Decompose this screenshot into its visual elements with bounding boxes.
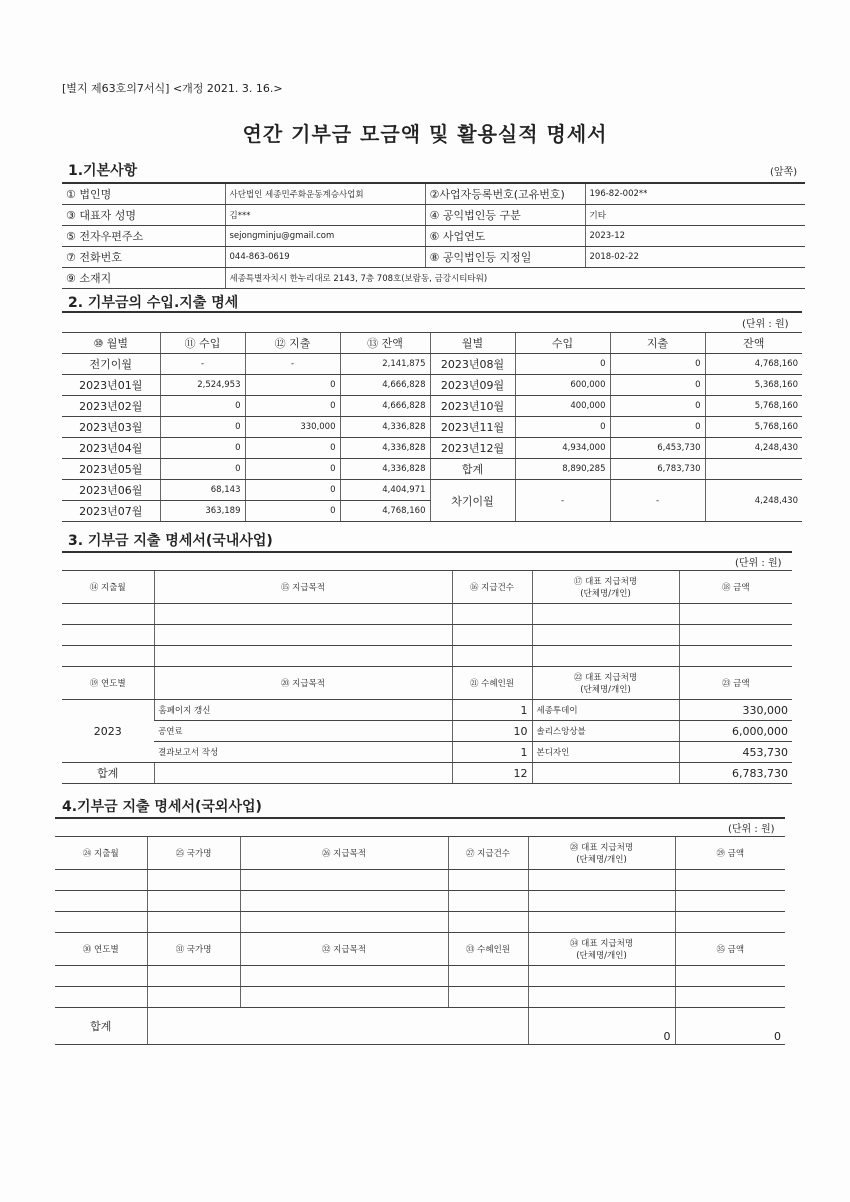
column-header: 수입 — [515, 333, 610, 354]
table-row — [55, 912, 785, 933]
amount-cell: 4,404,971 — [340, 480, 430, 501]
table-row — [62, 604, 792, 625]
empty-cell — [528, 912, 675, 933]
month-label: 2023년04월 — [62, 438, 160, 459]
amount-cell: 0 — [515, 417, 610, 438]
amount-cell: 0 — [610, 396, 705, 417]
total-label: 합계 — [55, 1008, 147, 1045]
empty-cell — [147, 870, 240, 891]
month-label: 2023년08월 — [430, 354, 515, 375]
field-value: 196-82-002** — [585, 183, 805, 205]
empty-cell — [675, 891, 785, 912]
empty-cell — [240, 966, 448, 987]
field-label: ⑦ 전화번호 — [62, 247, 225, 268]
field-label: ⑧ 공익법인등 지정일 — [425, 247, 585, 268]
month-label: 2023년11월 — [430, 417, 515, 438]
amount-cell: 0 — [245, 501, 340, 522]
table-row — [62, 721, 792, 742]
empty-cell — [675, 966, 785, 987]
amount-cell: 0 — [245, 480, 340, 501]
field-value: sejongminju@gmail.com — [225, 226, 425, 247]
table-row — [62, 375, 802, 396]
field-value: 기타 — [585, 205, 805, 226]
month-label: 전기이월 — [62, 354, 160, 375]
month-label: 2023년02월 — [62, 396, 160, 417]
empty-cell — [154, 625, 452, 646]
amount-cell: 330,000 — [679, 700, 792, 721]
amount-cell: 453,730 — [679, 742, 792, 763]
column-header: ⑩ 월별 — [62, 333, 160, 354]
empty-cell — [452, 646, 532, 667]
total-label: 합계 — [62, 763, 154, 784]
table-row — [55, 891, 785, 912]
empty-cell — [55, 891, 147, 912]
amount-cell: 0 — [245, 375, 340, 396]
column-header: ⑫ 지출 — [245, 333, 340, 354]
empty-cell — [528, 870, 675, 891]
purpose-cell: 결과보고서 작성 — [154, 742, 452, 763]
basic-info-table — [62, 182, 805, 289]
amount-cell: 600,000 — [515, 375, 610, 396]
column-header: ⑭ 지출월 — [62, 571, 154, 604]
column-header: ㉒ 대표 지급처명 (단체명/개인) — [532, 667, 679, 700]
amount-cell: 0 — [610, 375, 705, 396]
purpose-cell: 홈페이지 갱신 — [154, 700, 452, 721]
table-row — [62, 226, 805, 247]
amount-cell: 4,666,828 — [340, 396, 430, 417]
total-amount: 6,783,730 — [679, 763, 792, 784]
amount-cell: 5,768,160 — [705, 417, 802, 438]
empty-cell — [675, 870, 785, 891]
table-row — [62, 205, 805, 226]
empty-cell — [240, 912, 448, 933]
amount-cell: 363,189 — [160, 501, 245, 522]
empty-cell — [448, 912, 528, 933]
table-row — [62, 625, 792, 646]
column-header: ⑳ 지급목적 — [154, 667, 452, 700]
count-cell: 10 — [452, 721, 532, 742]
column-header: ⑲ 연도별 — [62, 667, 154, 700]
amount-cell: 4,336,828 — [340, 438, 430, 459]
column-header: ㉟ 금액 — [675, 933, 785, 966]
column-header: ⑬ 잔액 — [340, 333, 430, 354]
empty-cell — [528, 966, 675, 987]
column-header: ⑮ 지급목적 — [154, 571, 452, 604]
month-label: 합계 — [430, 459, 515, 480]
amount-cell: 68,143 — [160, 480, 245, 501]
column-header: ⑪ 수입 — [160, 333, 245, 354]
divider — [62, 311, 802, 313]
field-value: 2018-02-22 — [585, 247, 805, 268]
field-value: 사단법인 세종민주화운동계승사업회 — [225, 183, 425, 205]
amount-cell: 4,666,828 — [340, 375, 430, 396]
empty-cell — [679, 646, 792, 667]
total-row — [62, 763, 792, 784]
column-header: 지출 — [610, 333, 705, 354]
empty-cell — [240, 891, 448, 912]
column-header: ⑰ 대표 지급처명 (단체명/개인) — [532, 571, 679, 604]
table-row — [62, 354, 802, 375]
empty-cell — [154, 646, 452, 667]
column-header: ㉛ 국가명 — [147, 933, 240, 966]
empty-cell — [679, 625, 792, 646]
count-cell: 1 — [452, 742, 532, 763]
amount-cell: - — [610, 480, 705, 522]
amount-cell: 8,890,285 — [515, 459, 610, 480]
table-row — [62, 480, 802, 501]
column-header: ㉘ 대표 지급처명 (단체명/개인) — [528, 837, 675, 870]
section4-title: 4.기부금 지출 명세서(국외사업) — [62, 799, 262, 815]
field-label: ⑨ 소재지 — [62, 268, 225, 289]
amount-cell: 4,768,160 — [705, 354, 802, 375]
amount-cell: 6,000,000 — [679, 721, 792, 742]
amount-cell: 0 — [610, 354, 705, 375]
table-row — [55, 870, 785, 891]
empty-cell — [62, 625, 154, 646]
field-value: 044-863-0619 — [225, 247, 425, 268]
column-header: ㉔ 지출월 — [55, 837, 147, 870]
table-row — [55, 987, 785, 1008]
table-row — [62, 459, 802, 480]
amount-cell: 5,768,160 — [705, 396, 802, 417]
income-expense-table — [62, 332, 802, 522]
front-label: (앞쪽) — [770, 167, 798, 178]
empty-cell — [147, 987, 240, 1008]
empty-cell — [532, 763, 679, 784]
amount-cell: 330,000 — [245, 417, 340, 438]
column-header: ㉖ 지급목적 — [240, 837, 448, 870]
section3-title: 3. 기부금 지출 명세서(국내사업) — [68, 533, 273, 549]
amount-cell: 0 — [160, 459, 245, 480]
column-header: ㉕ 국가명 — [147, 837, 240, 870]
empty-cell — [147, 1008, 528, 1045]
amount-cell: 2,141,875 — [340, 354, 430, 375]
column-header: ㉚ 연도별 — [55, 933, 147, 966]
overseas-expense-table — [55, 836, 785, 1045]
empty-cell — [528, 987, 675, 1008]
amount-cell: 4,336,828 — [340, 459, 430, 480]
table-row — [62, 700, 792, 721]
field-label: ②사업자등록번호(고유번호) — [425, 183, 585, 205]
payee-cell: 솔리스앙상블 — [532, 721, 679, 742]
table-row — [62, 247, 805, 268]
column-header: ㉑ 수혜인원 — [452, 667, 532, 700]
empty-cell — [675, 912, 785, 933]
domestic-expense-table — [62, 570, 792, 784]
amount-cell: 0 — [245, 459, 340, 480]
column-header: 월별 — [430, 333, 515, 354]
month-label: 2023년05월 — [62, 459, 160, 480]
month-label: 2023년12월 — [430, 438, 515, 459]
total-count: 0 — [528, 1008, 675, 1045]
amount-cell: 4,768,160 — [340, 501, 430, 522]
column-header: ㉙ 금액 — [675, 837, 785, 870]
amount-cell: 2,524,953 — [160, 375, 245, 396]
count-cell: 1 — [452, 700, 532, 721]
empty-cell — [448, 987, 528, 1008]
field-value: 2023-12 — [585, 226, 805, 247]
amount-cell: - — [245, 354, 340, 375]
empty-cell — [62, 604, 154, 625]
field-label: ⑥ 사업연도 — [425, 226, 585, 247]
amount-cell: 400,000 — [515, 396, 610, 417]
total-count: 12 — [452, 763, 532, 784]
empty-cell — [147, 912, 240, 933]
field-label: ④ 공익법인등 구분 — [425, 205, 585, 226]
empty-cell — [528, 891, 675, 912]
header-row — [62, 333, 802, 354]
divider — [62, 551, 792, 553]
month-label: 2023년03월 — [62, 417, 160, 438]
amount-cell: - — [160, 354, 245, 375]
unit-label: (단위 : 원) — [742, 319, 789, 330]
empty-cell — [448, 891, 528, 912]
column-header: ⑯ 지급건수 — [452, 571, 532, 604]
amount-cell: 4,248,430 — [705, 480, 802, 522]
header-row — [55, 933, 785, 966]
empty-cell — [448, 966, 528, 987]
empty-cell — [147, 966, 240, 987]
amount-cell: 0 — [245, 438, 340, 459]
month-label: 2023년01월 — [62, 375, 160, 396]
month-label: 2023년06월 — [62, 480, 160, 501]
empty-cell — [154, 604, 452, 625]
header-row — [55, 837, 785, 870]
amount-cell: 0 — [160, 438, 245, 459]
amount-cell: 6,783,730 — [610, 459, 705, 480]
amount-cell: 0 — [160, 396, 245, 417]
empty-cell — [62, 646, 154, 667]
empty-cell — [55, 870, 147, 891]
empty-cell — [675, 987, 785, 1008]
amount-cell: 4,934,000 — [515, 438, 610, 459]
header-row — [62, 667, 792, 700]
amount-cell: - — [515, 480, 610, 522]
field-value: 김*** — [225, 205, 425, 226]
amount-cell — [705, 459, 802, 480]
table-row — [62, 396, 802, 417]
amount-cell: 0 — [245, 396, 340, 417]
amount-cell: 0 — [515, 354, 610, 375]
empty-cell — [147, 891, 240, 912]
empty-cell — [240, 870, 448, 891]
empty-cell — [240, 987, 448, 1008]
empty-cell — [55, 966, 147, 987]
field-label: ⑤ 전자우편주소 — [62, 226, 225, 247]
empty-cell — [452, 604, 532, 625]
payee-cell: 본디자인 — [532, 742, 679, 763]
table-row — [62, 268, 805, 289]
empty-cell — [679, 604, 792, 625]
table-row — [62, 646, 792, 667]
empty-cell — [452, 625, 532, 646]
amount-cell: 4,248,430 — [705, 438, 802, 459]
total-amount: 0 — [675, 1008, 785, 1045]
field-value: 세종특별자치시 한누리대로 2143, 7층 708호(보람동, 금강시티타워) — [225, 268, 805, 289]
column-header: ㉝ 수혜인원 — [448, 933, 528, 966]
divider — [55, 817, 785, 819]
total-row — [55, 1008, 785, 1045]
empty-cell — [448, 870, 528, 891]
purpose-cell: 공연료 — [154, 721, 452, 742]
amount-cell: 0 — [610, 417, 705, 438]
unit-label: (단위 : 원) — [735, 558, 782, 569]
empty-cell — [532, 604, 679, 625]
unit-label: (단위 : 원) — [728, 824, 775, 835]
section1-title: 1.기본사항 — [68, 163, 138, 179]
table-row — [62, 183, 805, 205]
column-header: ㉗ 지급건수 — [448, 837, 528, 870]
table-row — [62, 438, 802, 459]
column-header: ㉓ 금액 — [679, 667, 792, 700]
field-label: ① 법인명 — [62, 183, 225, 205]
field-label: ③ 대표자 성명 — [62, 205, 225, 226]
column-header: 잔액 — [705, 333, 802, 354]
empty-cell — [55, 987, 147, 1008]
month-label: 2023년10월 — [430, 396, 515, 417]
year-cell: 2023 — [62, 700, 154, 763]
month-label: 2023년07월 — [62, 501, 160, 522]
month-label: 차기이월 — [430, 480, 515, 522]
amount-cell: 0 — [160, 417, 245, 438]
table-row — [62, 417, 802, 438]
column-header: ⑱ 금액 — [679, 571, 792, 604]
amount-cell: 4,336,828 — [340, 417, 430, 438]
month-label: 2023년09월 — [430, 375, 515, 396]
empty-cell — [532, 646, 679, 667]
header-row — [62, 571, 792, 604]
empty-cell — [154, 763, 452, 784]
amount-cell: 6,453,730 — [610, 438, 705, 459]
column-header: ㉜ 지급목적 — [240, 933, 448, 966]
document-title: 연간 기부금 모금액 및 활용실적 명세서 — [242, 122, 608, 146]
payee-cell: 세종투데이 — [532, 700, 679, 721]
section2-title: 2. 기부금의 수입.지출 명세 — [68, 295, 239, 311]
form-number: [별지 제63호의7서식] <개정 2021. 3. 16.> — [62, 82, 283, 95]
empty-cell — [55, 912, 147, 933]
table-row — [55, 966, 785, 987]
empty-cell — [532, 625, 679, 646]
amount-cell: 5,368,160 — [705, 375, 802, 396]
column-header: ㉞ 대표 지급처명 (단체명/개인) — [528, 933, 675, 966]
table-row — [62, 742, 792, 763]
